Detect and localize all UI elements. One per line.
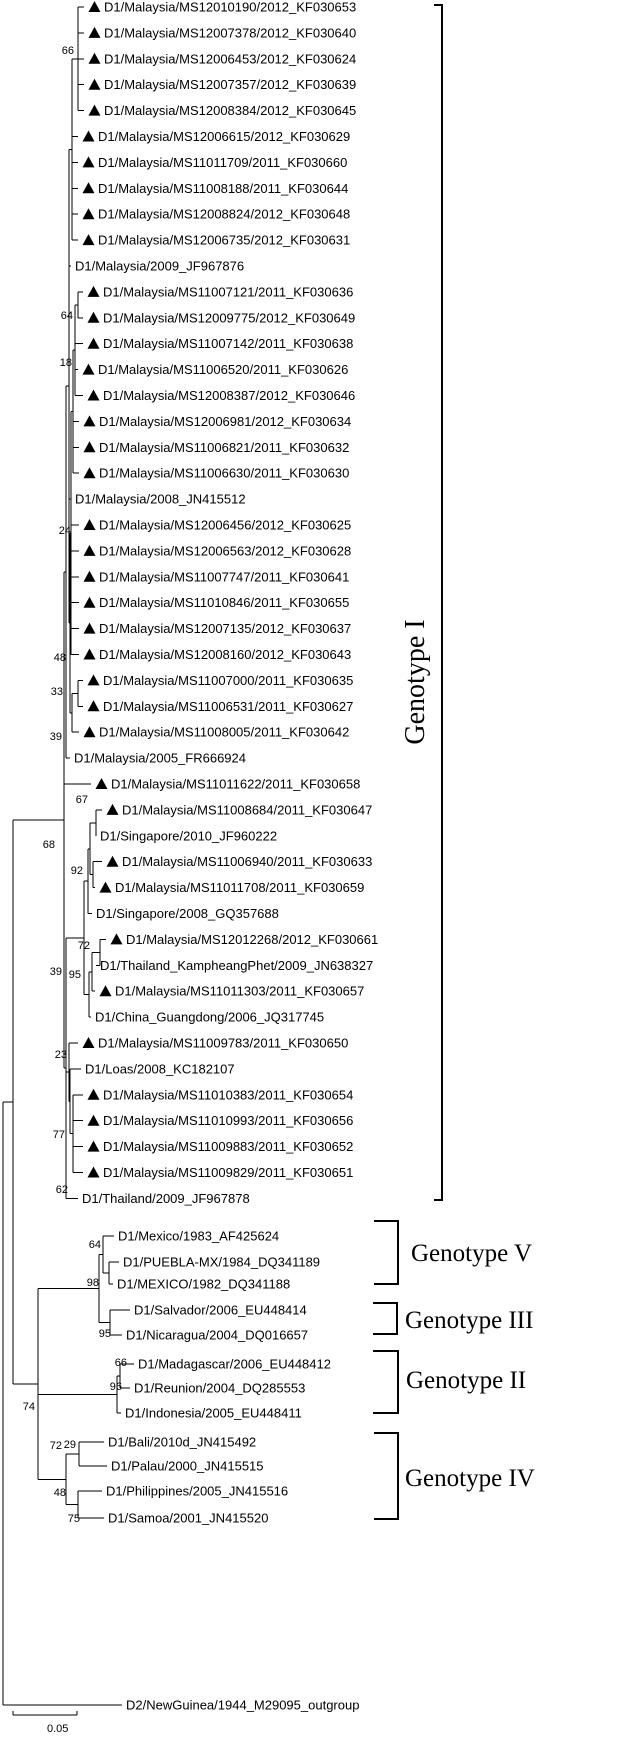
taxon-label: D1/Malaysia/MS11007142/2011_KF030638 (103, 336, 354, 352)
bootstrap-value: 29 (63, 1439, 76, 1451)
triangle-marker-icon (84, 623, 96, 634)
taxon-label: D1/Malaysia/MS11011303/2011_KF030657 (115, 983, 365, 999)
bootstrap-value: 98 (86, 1277, 99, 1289)
taxon-label: D1/Bali/2010d_JN415492 (108, 1434, 257, 1450)
scale-bar-label: 0.05 (47, 1723, 69, 1735)
triangle-marker-icon (84, 726, 96, 737)
bootstrap-value: 67 (75, 794, 88, 806)
bootstrap-value: 62 (55, 1184, 68, 1196)
bootstrap-value: 72 (77, 940, 90, 952)
triangle-marker-icon (84, 571, 96, 582)
taxon-label: D1/Malaysia/MS12009775/2012_KF030649 (103, 310, 356, 326)
taxon-label: D1/Singapore/2010_JF960222 (100, 828, 278, 844)
taxon-label: D1/Malaysia/MS11008684/2011_KF030647 (122, 802, 373, 818)
taxon-label: D1/Samoa/2001_JN415520 (108, 1510, 269, 1526)
triangle-marker-icon (83, 131, 95, 142)
triangle-marker-icon (89, 105, 101, 116)
taxon-label: D1/Malaysia/MS12006563/2012_KF030628 (99, 543, 352, 559)
bootstrap-value: 66 (61, 45, 74, 57)
taxon-label: D1/Malaysia/MS11006630/2011_KF030630 (99, 465, 350, 481)
taxon-label: D1/Loas/2008_KC182107 (85, 1061, 235, 1077)
taxon-label: D1/Malaysia/MS11009829/2011_KF030651 (103, 1165, 354, 1180)
taxon-label: D1/Malaysia/MS11010846/2011_KF030655 (99, 595, 350, 611)
genotype-bracket (434, 5, 442, 1200)
triangle-marker-icon (83, 364, 95, 375)
triangle-marker-icon (88, 312, 100, 323)
triangle-marker-icon (107, 856, 119, 867)
bootstrap-value: 24 (58, 525, 71, 537)
taxon-label: D1/Mexico/1983_AF425624 (118, 1228, 280, 1244)
bootstrap-value: 18 (59, 357, 72, 369)
triangle-marker-icon (88, 286, 100, 297)
bootstrap-value: 64 (60, 310, 73, 322)
taxon-label: D1/Malaysia/MS11007121/2011_KF030636 (103, 284, 354, 300)
taxon-label: D1/Malaysia/MS11011622/2011_KF030658 (111, 776, 361, 792)
bootstrap-value: 74 (22, 1401, 35, 1413)
taxon-label: D1/Malaysia/MS11006940/2011_KF030633 (122, 854, 373, 870)
bootstrap-value: 92 (70, 865, 83, 877)
triangle-marker-icon (83, 234, 95, 245)
genotype-bracket (373, 1351, 398, 1413)
taxon-label: D1/Thailand/2009_JF967878 (82, 1190, 250, 1206)
triangle-marker-icon (88, 674, 100, 685)
bootstrap-value: 96 (109, 1381, 122, 1393)
bootstrap-value: 95 (68, 969, 81, 981)
bootstrap-value: 66 (114, 1357, 127, 1369)
taxon-label: D1/Malaysia/2005_FR666924 (74, 750, 246, 766)
taxon-label: D1/Malaysia/MS11010993/2011_KF030656 (103, 1113, 354, 1129)
taxon-label: D1/Malaysia/MS11011708/2011_KF030659 (115, 880, 365, 896)
triangle-marker-icon (84, 415, 96, 426)
triangle-marker-icon (84, 649, 96, 660)
triangle-marker-icon (83, 182, 95, 193)
taxon-labels (74, 0, 378, 1713)
triangle-marker-icon (83, 208, 95, 219)
triangle-marker-icon (88, 700, 100, 711)
bootstrap-value: 33 (50, 686, 63, 698)
scale-bar (13, 1711, 77, 1735)
triangle-marker-icon (84, 597, 96, 608)
taxon-label: D1/Malaysia/MS12008824/2012_KF030648 (98, 206, 351, 222)
bootstrap-value: 23 (54, 1049, 67, 1061)
triangle-marker-icon (83, 1037, 95, 1048)
taxon-label: D2/NewGuinea/1944_M29095_outgroup (126, 1697, 360, 1713)
genotype-label: Genotype I (400, 619, 431, 745)
taxon-label: D1/Malaysia/MS11008005/2011_KF030642 (99, 724, 350, 740)
taxon-label: D1/Reunion/2004_DQ285553 (134, 1380, 306, 1396)
triangle-marker-icon (89, 53, 101, 64)
taxon-label: D1/Malaysia/MS11007747/2011_KF030641 (99, 569, 350, 585)
taxon-label: D1/Malaysia/MS11009883/2011_KF030652 (103, 1139, 354, 1155)
genotype-label: Genotype II (406, 1367, 527, 1394)
taxon-label: D1/MEXICO/1982_DQ341188 (117, 1276, 291, 1292)
bootstrap-value: 64 (88, 1239, 101, 1251)
taxon-label: D1/Salvador/2006_EU448414 (134, 1302, 307, 1318)
bootstrap-value: 75 (67, 1513, 80, 1525)
triangle-marker-icon (100, 985, 112, 996)
taxon-label: D1/Nicaragua/2004_DQ016657 (126, 1327, 309, 1343)
genotype-bracket (374, 1221, 398, 1284)
taxon-label: D1/Malaysia/MS12008384/2012_KF030645 (104, 103, 357, 119)
taxon-label: D1/Malaysia/MS11006520/2011_KF030626 (98, 362, 349, 378)
taxon-label: D1/Malaysia/MS12006453/2012_KF030624 (104, 51, 357, 67)
genotype-brackets (373, 5, 535, 1519)
taxon-label: D1/Malaysia/MS12007378/2012_KF030640 (104, 25, 357, 41)
taxon-label: D1/PUEBLA-MX/1984_DQ341189 (123, 1254, 321, 1270)
triangle-marker-icon (83, 156, 95, 167)
taxon-label: D1/China_Guangdong/2006_JQ317745 (95, 1009, 325, 1025)
taxon-label: D1/Malaysia/2008_JN415512 (75, 491, 246, 507)
taxon-label: D1/Malaysia/MS12006981/2012_KF030634 (99, 413, 352, 429)
genotype-label: Genotype V (411, 1240, 533, 1267)
triangle-marker-icon (89, 1, 101, 12)
genotype-bracket (374, 1433, 398, 1519)
taxon-label: D1/Malaysia/2009_JF967876 (75, 258, 245, 274)
taxon-label: D1/Malaysia/MS12007135/2012_KF030637 (99, 621, 352, 637)
triangle-marker-icon (111, 933, 123, 944)
taxon-label: D1/Malaysia/MS12006735/2012_KF030631 (98, 232, 351, 248)
triangle-marker-icon (88, 1167, 100, 1178)
bootstrap-value: 48 (53, 652, 66, 664)
triangle-marker-icon (89, 27, 101, 38)
taxon-label: D1/Malaysia/MS11006821/2011_KF030632 (99, 439, 350, 455)
triangle-marker-icon (84, 519, 96, 530)
taxon-label: D1/Malaysia/MS12007357/2012_KF030639 (104, 77, 357, 93)
taxon-label: D1/Malaysia/MS11008188/2011_KF030644 (98, 180, 349, 196)
taxon-label: D1/Malaysia/MS12006615/2012_KF030629 (98, 129, 351, 144)
taxon-label: D1/Thailand_KampheangPhet/2009_JN638327 (100, 957, 374, 973)
taxon-label: D1/Malaysia/MS12012268/2012_KF030661 (126, 931, 379, 947)
triangle-marker-icon (84, 441, 96, 452)
taxon-label: D1/Malaysia/MS11010383/2011_KF030654 (103, 1087, 354, 1103)
taxon-label: D1/Malaysia/MS12010190/2012_KF030653 (104, 0, 357, 15)
triangle-marker-icon (88, 1089, 100, 1100)
triangle-marker-icon (84, 545, 96, 556)
triangle-marker-icon (107, 804, 119, 815)
triangle-marker-icon (88, 338, 100, 349)
bootstrap-value: 72 (49, 1440, 62, 1452)
triangle-marker-icon (96, 778, 108, 789)
triangle-marker-icon (84, 467, 96, 478)
triangle-marker-icon (88, 1115, 100, 1126)
taxon-label: D1/Indonesia/2005_EU448411 (125, 1405, 302, 1421)
genotype-label: Genotype IV (405, 1465, 535, 1492)
triangle-marker-icon (88, 390, 100, 401)
taxon-label: D1/Malaysia/MS12008387/2012_KF030646 (103, 388, 356, 403)
taxon-label: D1/Palau/2000_JN415515 (111, 1458, 264, 1474)
taxon-label: D1/Philippines/2005_JN415516 (106, 1483, 289, 1499)
triangle-marker-icon (89, 79, 101, 90)
bootstrap-value: 95 (98, 1328, 111, 1340)
taxon-label: D1/Malaysia/MS12006456/2012_KF030625 (99, 517, 352, 533)
bootstrap-value: 77 (52, 1129, 65, 1141)
genotype-label: Genotype III (405, 1307, 534, 1334)
genotype-bracket (373, 1303, 397, 1334)
triangle-marker-icon (100, 882, 112, 893)
taxon-label: D1/Malaysia/MS12008160/2012_KF030643 (99, 647, 352, 662)
bootstrap-value: 48 (53, 1487, 66, 1499)
bootstrap-value: 39 (49, 731, 62, 743)
taxon-label: D1/Madagascar/2006_EU448412 (138, 1356, 331, 1372)
bootstrap-value: 68 (42, 839, 55, 851)
triangle-marker-icon (88, 1141, 100, 1152)
taxon-label: D1/Malaysia/MS11007000/2011_KF030635 (103, 672, 354, 688)
taxon-label: D1/Malaysia/MS11011709/2011_KF030660 (98, 154, 348, 170)
taxon-label: D1/Malaysia/MS11009783/2011_KF030650 (98, 1035, 349, 1051)
taxon-label: D1/Malaysia/MS11006531/2011_KF030627 (103, 698, 354, 714)
taxon-label: D1/Singapore/2008_GQ357688 (96, 906, 279, 921)
bootstrap-value: 39 (49, 966, 62, 978)
